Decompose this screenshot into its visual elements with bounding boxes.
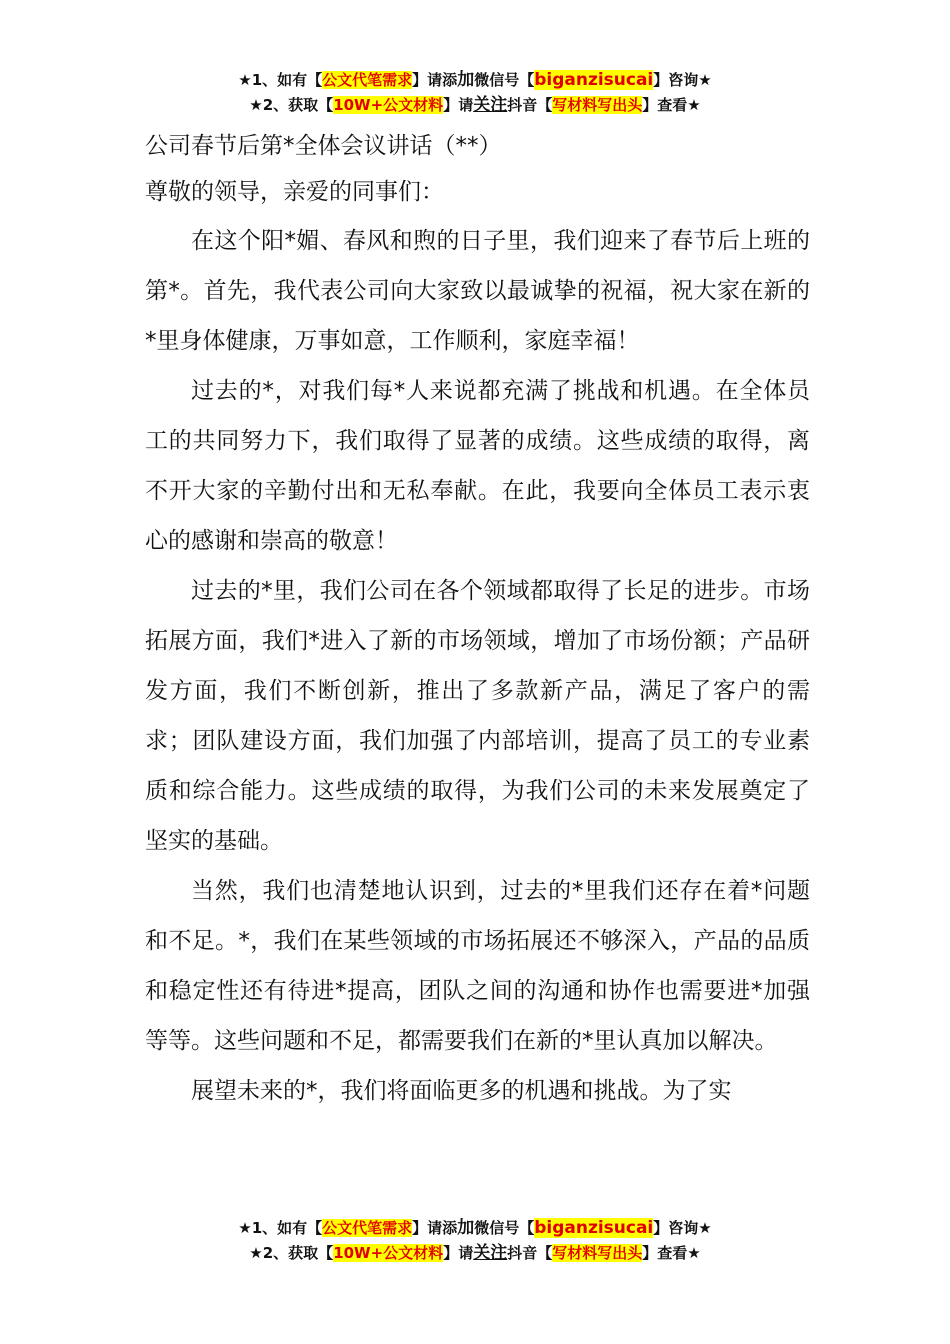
paragraph: 展望未来的*，我们将面临更多的机遇和挑战。为了实 xyxy=(191,1078,732,1104)
banner-line-1: ★1、如有【公文代笔需求】请添加微信号【biganzisucai】咨询★ xyxy=(238,1218,712,1238)
paragraph: 过去的*，对我们每*人来说都充满了挑战和机遇。在全体员工的共同努力下，我们取得了显著的成绩。这些成绩的取得，离不开大家的辛勤付出和无私奉献。在此，我要向全体员工表示衷心的感谢和崇高的敬意！ xyxy=(145,378,810,554)
document-body xyxy=(145,124,810,1116)
banner-wechat-id: biganzisucai xyxy=(534,70,654,90)
paragraph: 在这个阳*媚、春风和煦的日子里，我们迎来了春节后上班的第*。首先，我代表公司向大家致以最诚挚的祝福，祝大家在新的*里身体健康，万事如意，工作顺利，家庭幸福！ xyxy=(145,228,810,354)
banner-wechat-id: biganzisucai xyxy=(534,1218,654,1238)
banner-line-1: ★1、如有【公文代笔需求】请添加微信号【biganzisucai】咨询★ xyxy=(238,70,712,90)
banner-line-2: ★2、获取【10W+公文材料】请关注抖音【写材料写出头】查看★ xyxy=(249,95,701,115)
banner-douyin-name: 写材料写出头 xyxy=(552,96,643,114)
paragraph: 当然，我们也清楚地认识到，过去的*里我们还存在着*问题和不足。*，我们在某些领域的市场拓展还不够深入，产品的品质和稳定性还有待进*提高，团队之间的沟通和协作也需要进*加强等等。这些问题和不足，都需要我们在新的*里认真加以解决。 xyxy=(145,878,810,1054)
header-banner xyxy=(0,68,950,118)
footer-banner xyxy=(0,1216,950,1266)
paragraph: 过去的*里，我们公司在各个领域都取得了长足的进步。市场拓展方面，我们*进入了新的市场领域，增加了市场份额；产品研发方面，我们不断创新，推出了多款新产品，满足了客户的需求；团队建设方面，我们加强了内部培训，提高了员工的专业素质和综合能力。这些成绩的取得，为我们公司的未来发展奠定了坚实的基础。 xyxy=(145,578,810,854)
banner-douyin-name: 写材料写出头 xyxy=(552,1244,643,1262)
banner-highlight: 10W+公文材料 xyxy=(333,96,444,114)
banner-line-2: ★2、获取【10W+公文材料】请关注抖音【写材料写出头】查看★ xyxy=(249,1243,701,1263)
banner-highlight: 公文代笔需求 xyxy=(322,1219,413,1237)
salutation: 尊敬的领导，亲爱的同事们： xyxy=(145,179,444,205)
banner-highlight: 公文代笔需求 xyxy=(322,71,413,89)
document-title: 公司春节后第*全体会议讲话（**） xyxy=(145,133,502,159)
banner-highlight: 10W+公文材料 xyxy=(333,1244,444,1262)
